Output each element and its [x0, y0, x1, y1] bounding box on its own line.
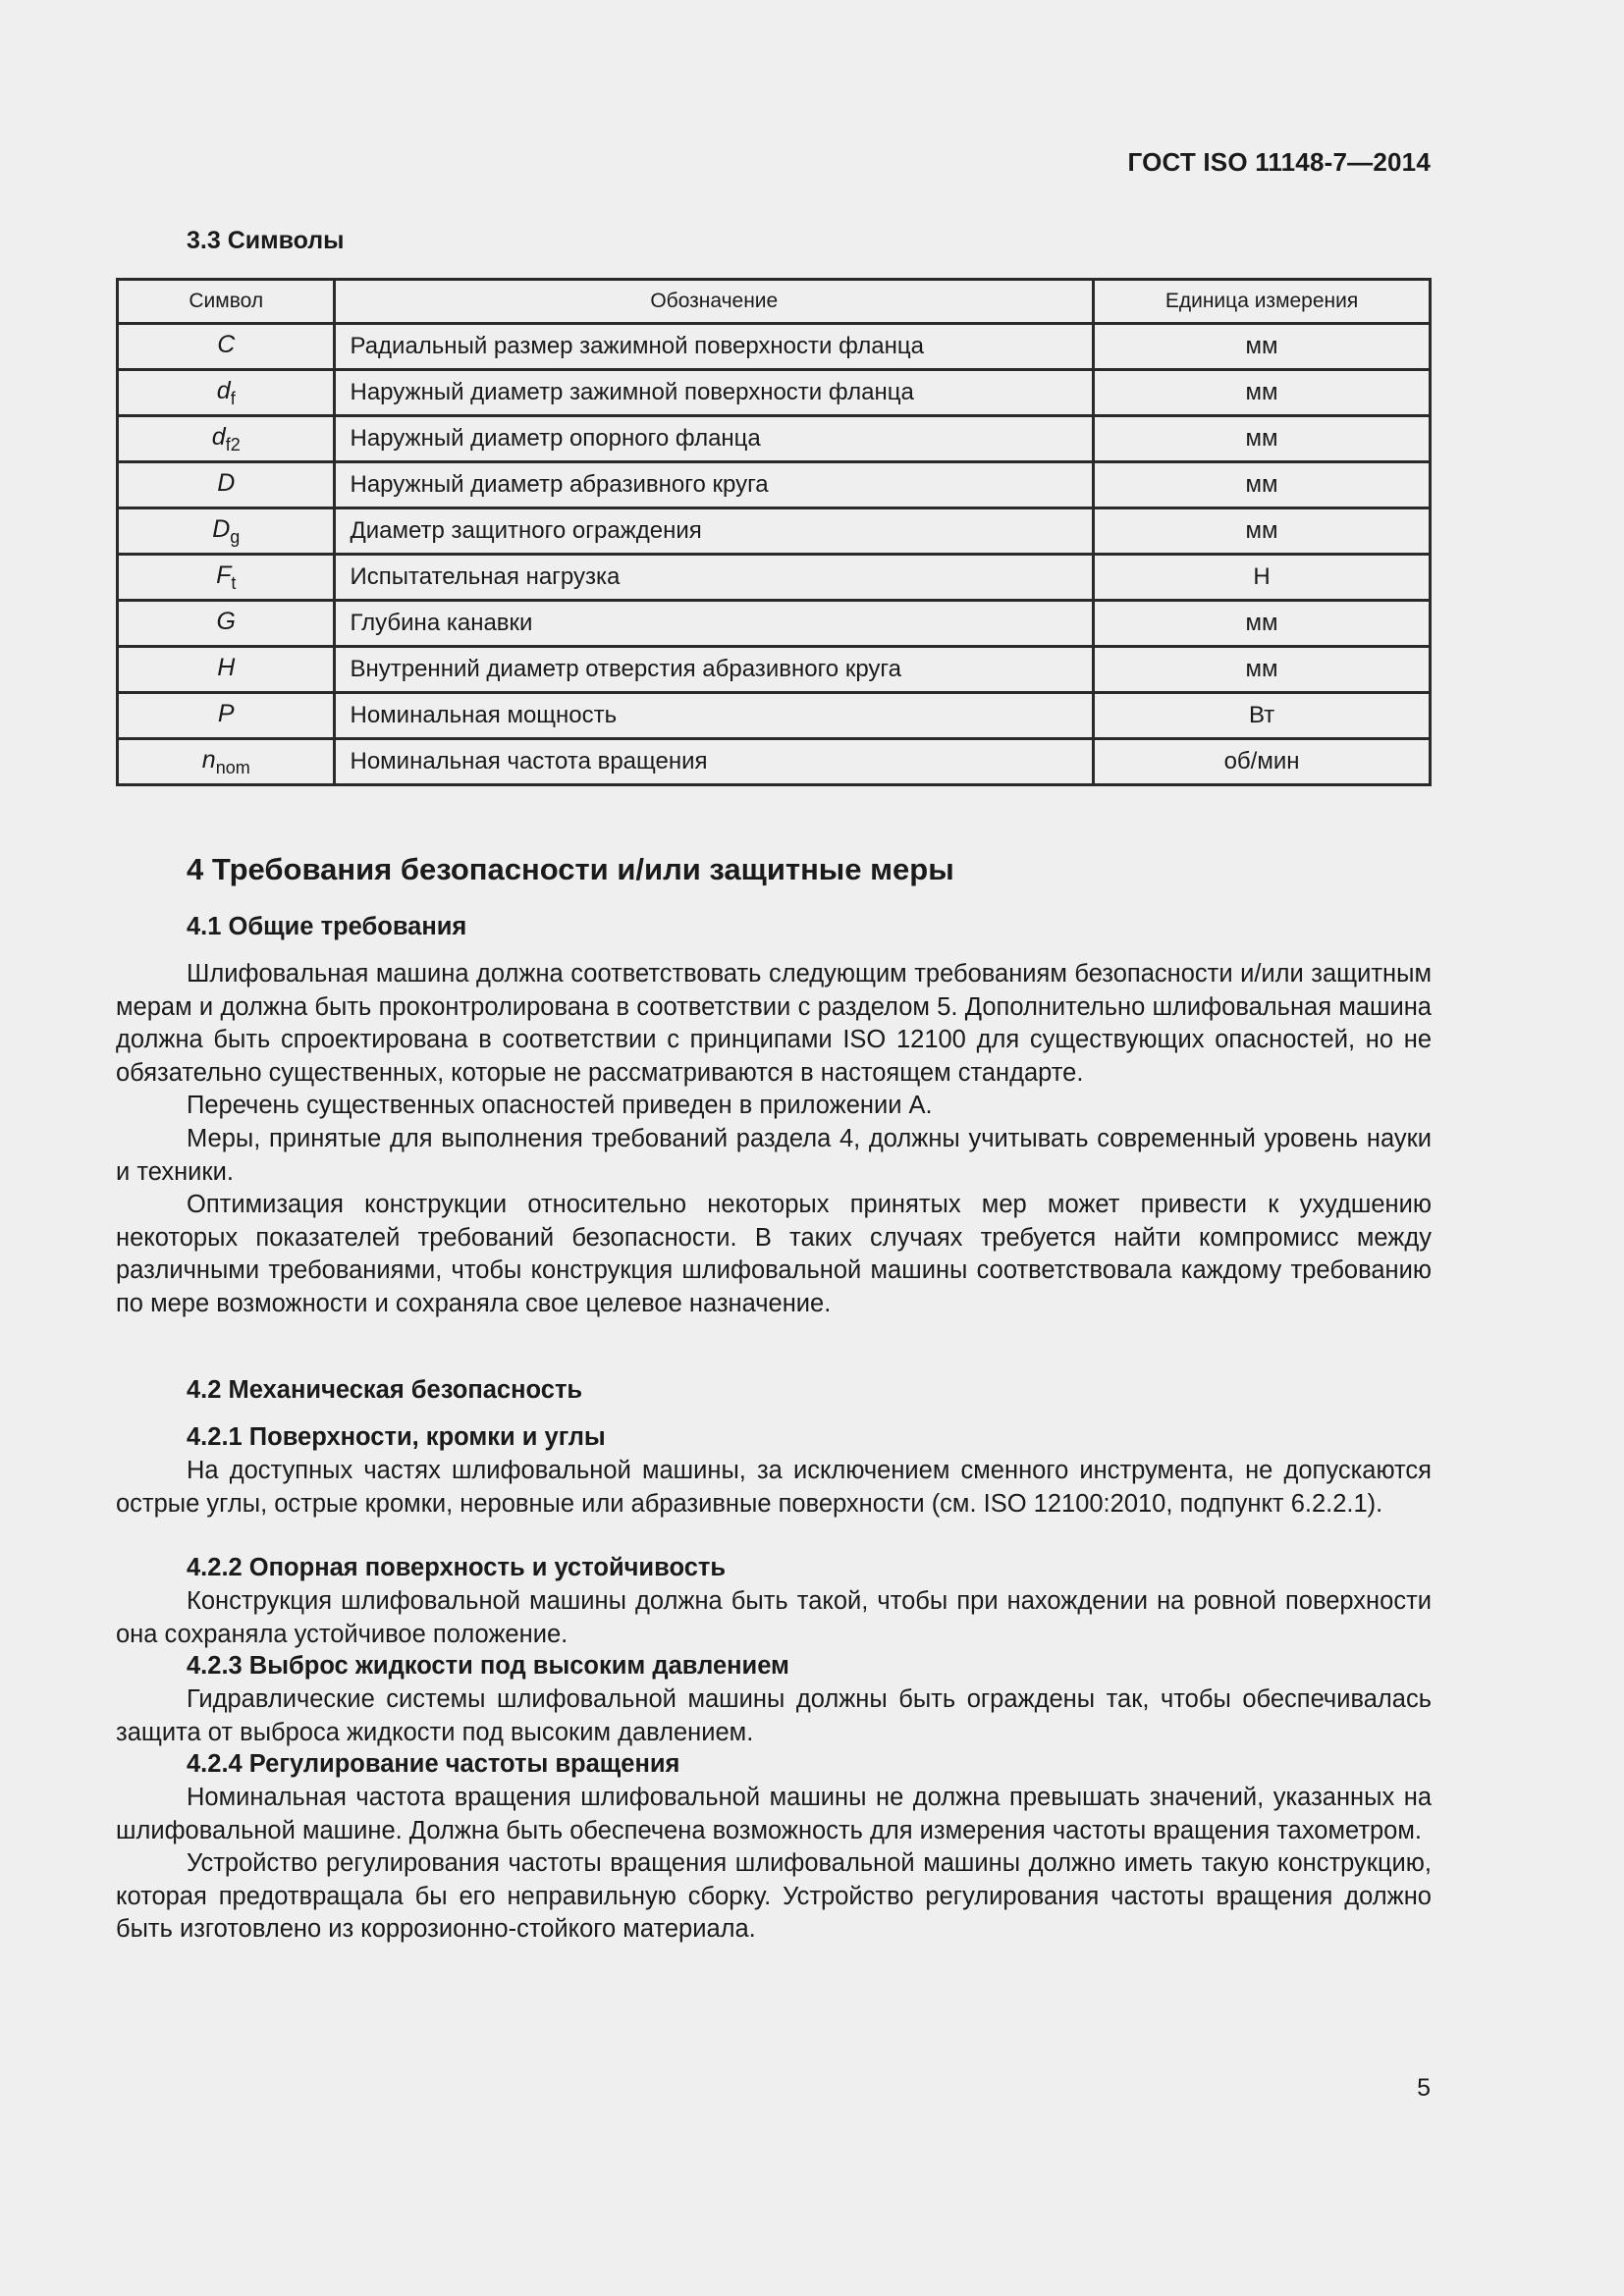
paragraph: Шлифовальная машина должна соответствовать следующим требованиям безопасности и/или защитным мерам и должна быть проконтролирована в соответствии с разделом 5. Дополнительно шлифовальная машина должна быть спроектирована в соответствии с принципами ISO 12100 для существующих опасностей, но не обязательно существенных, которые не рассматриваются в настоящем стандарте. [116, 960, 1432, 1087]
table-row [118, 555, 1431, 601]
symbols-table [116, 278, 1432, 786]
paragraph: На доступных частях шлифовальной машины, за исключением сменного инструмента, не допускаются острые углы, острые кромки, неровные или абразивные поверхности (см. ISO 12100:2010, подпункт 6.2.2.1). [116, 1457, 1432, 1518]
unit-cell: Н [1094, 555, 1431, 601]
unit-cell: Вт [1094, 693, 1431, 739]
table-row [118, 647, 1431, 693]
section-4-2-2-body [116, 1585, 1432, 1651]
section-4-2-1-body [116, 1455, 1432, 1521]
paragraph: Меры, принятые для выполнения требований раздела 4, должны учитывать современный уровень науки и техники. [116, 1124, 1432, 1186]
symbol-cell: $d_f$ [118, 370, 335, 416]
section-4-2-4-title: 4.2.4 Регулирование частоты вращения [187, 1750, 680, 1778]
section-3-3-title: 3.3 Символы [187, 227, 345, 254]
symbol-cell: $d_{f2}$ [118, 416, 335, 462]
designation-cell: Номинальная мощность [335, 693, 1094, 739]
symbol-cell: D [118, 462, 335, 508]
symbol-cell: $F_t$ [118, 555, 335, 601]
paragraph: Оптимизация конструкции относительно некоторых принятых мер может привести к ухудшению некоторых показателей требований безопасности. В таких случаях требуется найти компромисс между различными требованиями, чтобы конструкция шлифовальной машины соответствовала каждому требованию по мере возможности и сохраняла свое целевое назначение. [116, 1191, 1432, 1317]
table-header-row [118, 280, 1431, 324]
unit-cell: мм [1094, 601, 1431, 647]
table-row [118, 508, 1431, 555]
table-row [118, 693, 1431, 739]
section-4-title: 4 Требования безопасности и/или защитные меры [187, 852, 954, 886]
section-4-1-title: 4.1 Общие требования [187, 913, 467, 940]
unit-cell: мм [1094, 508, 1431, 555]
symbol-cell: H [118, 647, 335, 693]
unit-cell: мм [1094, 324, 1431, 370]
paragraph: Гидравлические системы шлифовальной машины должны быть ограждены так, чтобы обеспечивалась защита от выброса жидкости под высоким давлением. [116, 1685, 1432, 1746]
symbol-cell: G [118, 601, 335, 647]
paragraph: Перечень существенных опасностей приведен в приложении А. [187, 1092, 933, 1120]
column-header-unit: Единица измерения [1094, 280, 1431, 324]
designation-cell: Диаметр защитного ограждения [335, 508, 1094, 555]
designation-cell: Наружный диаметр опорного фланца [335, 416, 1094, 462]
designation-cell: Радиальный размер зажимной поверхности фланца [335, 324, 1094, 370]
paragraph: Устройство регулирования частоты вращения шлифовальной машины должно иметь такую конструкцию, которая предотвращала бы его неправильную сборку. Устройство регулирования частоты вращения должно быть изготовлено из коррозионно-стойкого материала. [116, 1849, 1432, 1944]
paragraph: Номинальная частота вращения шлифовальной машины не должна превышать значений, указанных на шлифовальной машине. Должна быть обеспечена возможность для измерения частоты вращения тахометром. [116, 1784, 1432, 1844]
designation-cell: Глубина канавки [335, 601, 1094, 647]
section-4-2-3-title: 4.2.3 Выброс жидкости под высоким давлением [187, 1652, 789, 1680]
section-4-2-2-title: 4.2.2 Опорная поверхность и устойчивость [187, 1554, 727, 1581]
symbol-cell: $n_{nom}$ [118, 739, 335, 785]
page-number: 5 [1417, 2074, 1431, 2102]
paragraph: Конструкция шлифовальной машины должна быть такой, чтобы при нахождении на ровной поверхности она сохраняла устойчивое положение. [116, 1587, 1432, 1648]
table-row [118, 739, 1431, 785]
column-header-designation: Обозначение [335, 280, 1094, 324]
column-header-symbol: Символ [118, 280, 335, 324]
unit-cell: мм [1094, 647, 1431, 693]
unit-cell: мм [1094, 370, 1431, 416]
table-row [118, 462, 1431, 508]
table-row [118, 324, 1431, 370]
unit-cell: об/мин [1094, 739, 1431, 785]
unit-cell: мм [1094, 416, 1431, 462]
document-id: ГОСТ ISO 11148-7—2014 [1127, 147, 1431, 177]
table-row [118, 370, 1431, 416]
unit-cell: мм [1094, 462, 1431, 508]
table-row [118, 416, 1431, 462]
section-4-2-3-body [116, 1683, 1432, 1749]
designation-cell: Номинальная частота вращения [335, 739, 1094, 785]
designation-cell: Наружный диаметр зажимной поверхности фланца [335, 370, 1094, 416]
table-row [118, 601, 1431, 647]
section-4-2-title: 4.2 Механическая безопасность [187, 1376, 583, 1404]
symbol-cell: $D_g$ [118, 508, 335, 555]
symbol-cell: P [118, 693, 335, 739]
symbol-cell: C [118, 324, 335, 370]
section-4-1-body [116, 958, 1432, 1321]
designation-cell: Испытательная нагрузка [335, 555, 1094, 601]
section-4-2-4-body [116, 1782, 1432, 1947]
designation-cell: Внутренний диаметр отверстия абразивного круга [335, 647, 1094, 693]
designation-cell: Наружный диаметр абразивного круга [335, 462, 1094, 508]
section-4-2-1-title: 4.2.1 Поверхности, кромки и углы [187, 1423, 606, 1451]
